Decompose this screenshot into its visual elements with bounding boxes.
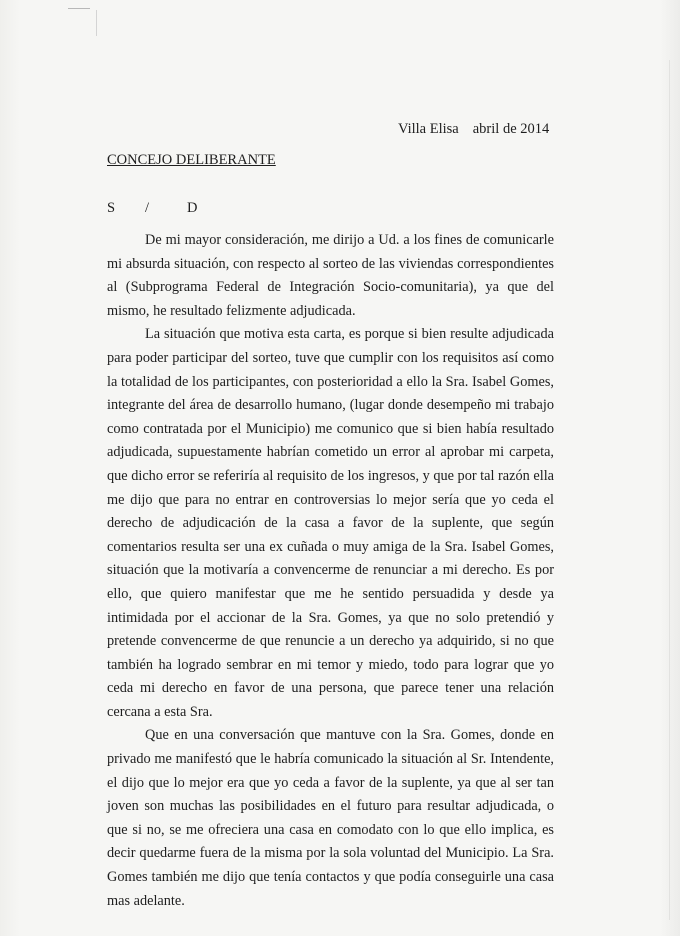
letter-date-line (398, 121, 549, 138)
letter-addressee: CONCEJO DELIBERANTE (107, 152, 276, 168)
salutation-slash: / (145, 200, 150, 216)
letter-paragraph-3: Que en una conversación que mantuve con la Sra. Gomes, donde en privado me manifestó que le habría comunicado la situación al Sr. Intendente, el dijo que lo mejor era que yo ceda a favor de la suplente, ya que al ser tan joven son muchas las posibilidades en el futuro para resultar adjudicada, o que si no, se me ofreciera una casa en comodato con lo que ello implica, es decir quedarme fuera de la misma por la sola voluntad del Municipio. La Sra. Gomes también me dijo que tenía contactos y que podía conseguirle una casa mas adelante. (107, 727, 554, 909)
salutation-s: S (107, 200, 116, 216)
letter-date: abril de 2014 (472, 121, 550, 137)
letter-place: Villa Elisa (398, 121, 459, 137)
letter-salutation (107, 200, 197, 217)
letter-paragraph-1: De mi mayor consideración, me dirijo a Ud. a los fines de comunicarle mi absurda situación, con respecto al sorteo de las viviendas correspondientes al (Subprograma Federal de Integración Socio-comunitaria), ya que del mismo, he resultado felizmente adjudicada. (107, 232, 554, 319)
scan-edge-shadow (669, 60, 670, 920)
salutation-d: D (187, 200, 198, 216)
scan-artifact-mark (68, 8, 90, 9)
letter-body (107, 229, 554, 913)
letter-paragraph-2: La situación que motiva esta carta, es porque si bien resulte adjudicada para poder participar del sorteo, tuve que cumplir con los requisitos así como la totalidad de los participantes, con posterioridad a ello la Sra. Isabel Gomes, integrante del área de desarrollo humano, (lugar donde desempeño mi trabajo como contratada por el Municipio) me comunico que si bien había resultado adjudicada, supuestamente habrían cometido un error al aprobar mi carpeta, que dicho error se referiría al requisito de los ingresos, y que por tal razón ella me dijo que para no entrar en controversias lo mejor sería que yo ceda el derecho de adjudicación de la casa a favor de la suplente, que según comentarios resulta ser una ex cuñada o muy amiga de la Sra. Isabel Gomes, situación que la motivaría a convencerme de renunciar a mi derecho. Es por ello, que quiero manifestar que me he sentido persuadida y desde ya intimidada por el accionar de la Sra. Gomes, ya que no solo pretendió y pretende convencerme de que renuncie a un derecho ya adquirido, si no que también ha logrado sembrar en mi temor y miedo, todo para lograr que yo ceda mi derecho en favor de una persona, que parece tener una relación cercana a esta Sra. (107, 326, 555, 720)
scan-artifact-line (96, 10, 97, 36)
